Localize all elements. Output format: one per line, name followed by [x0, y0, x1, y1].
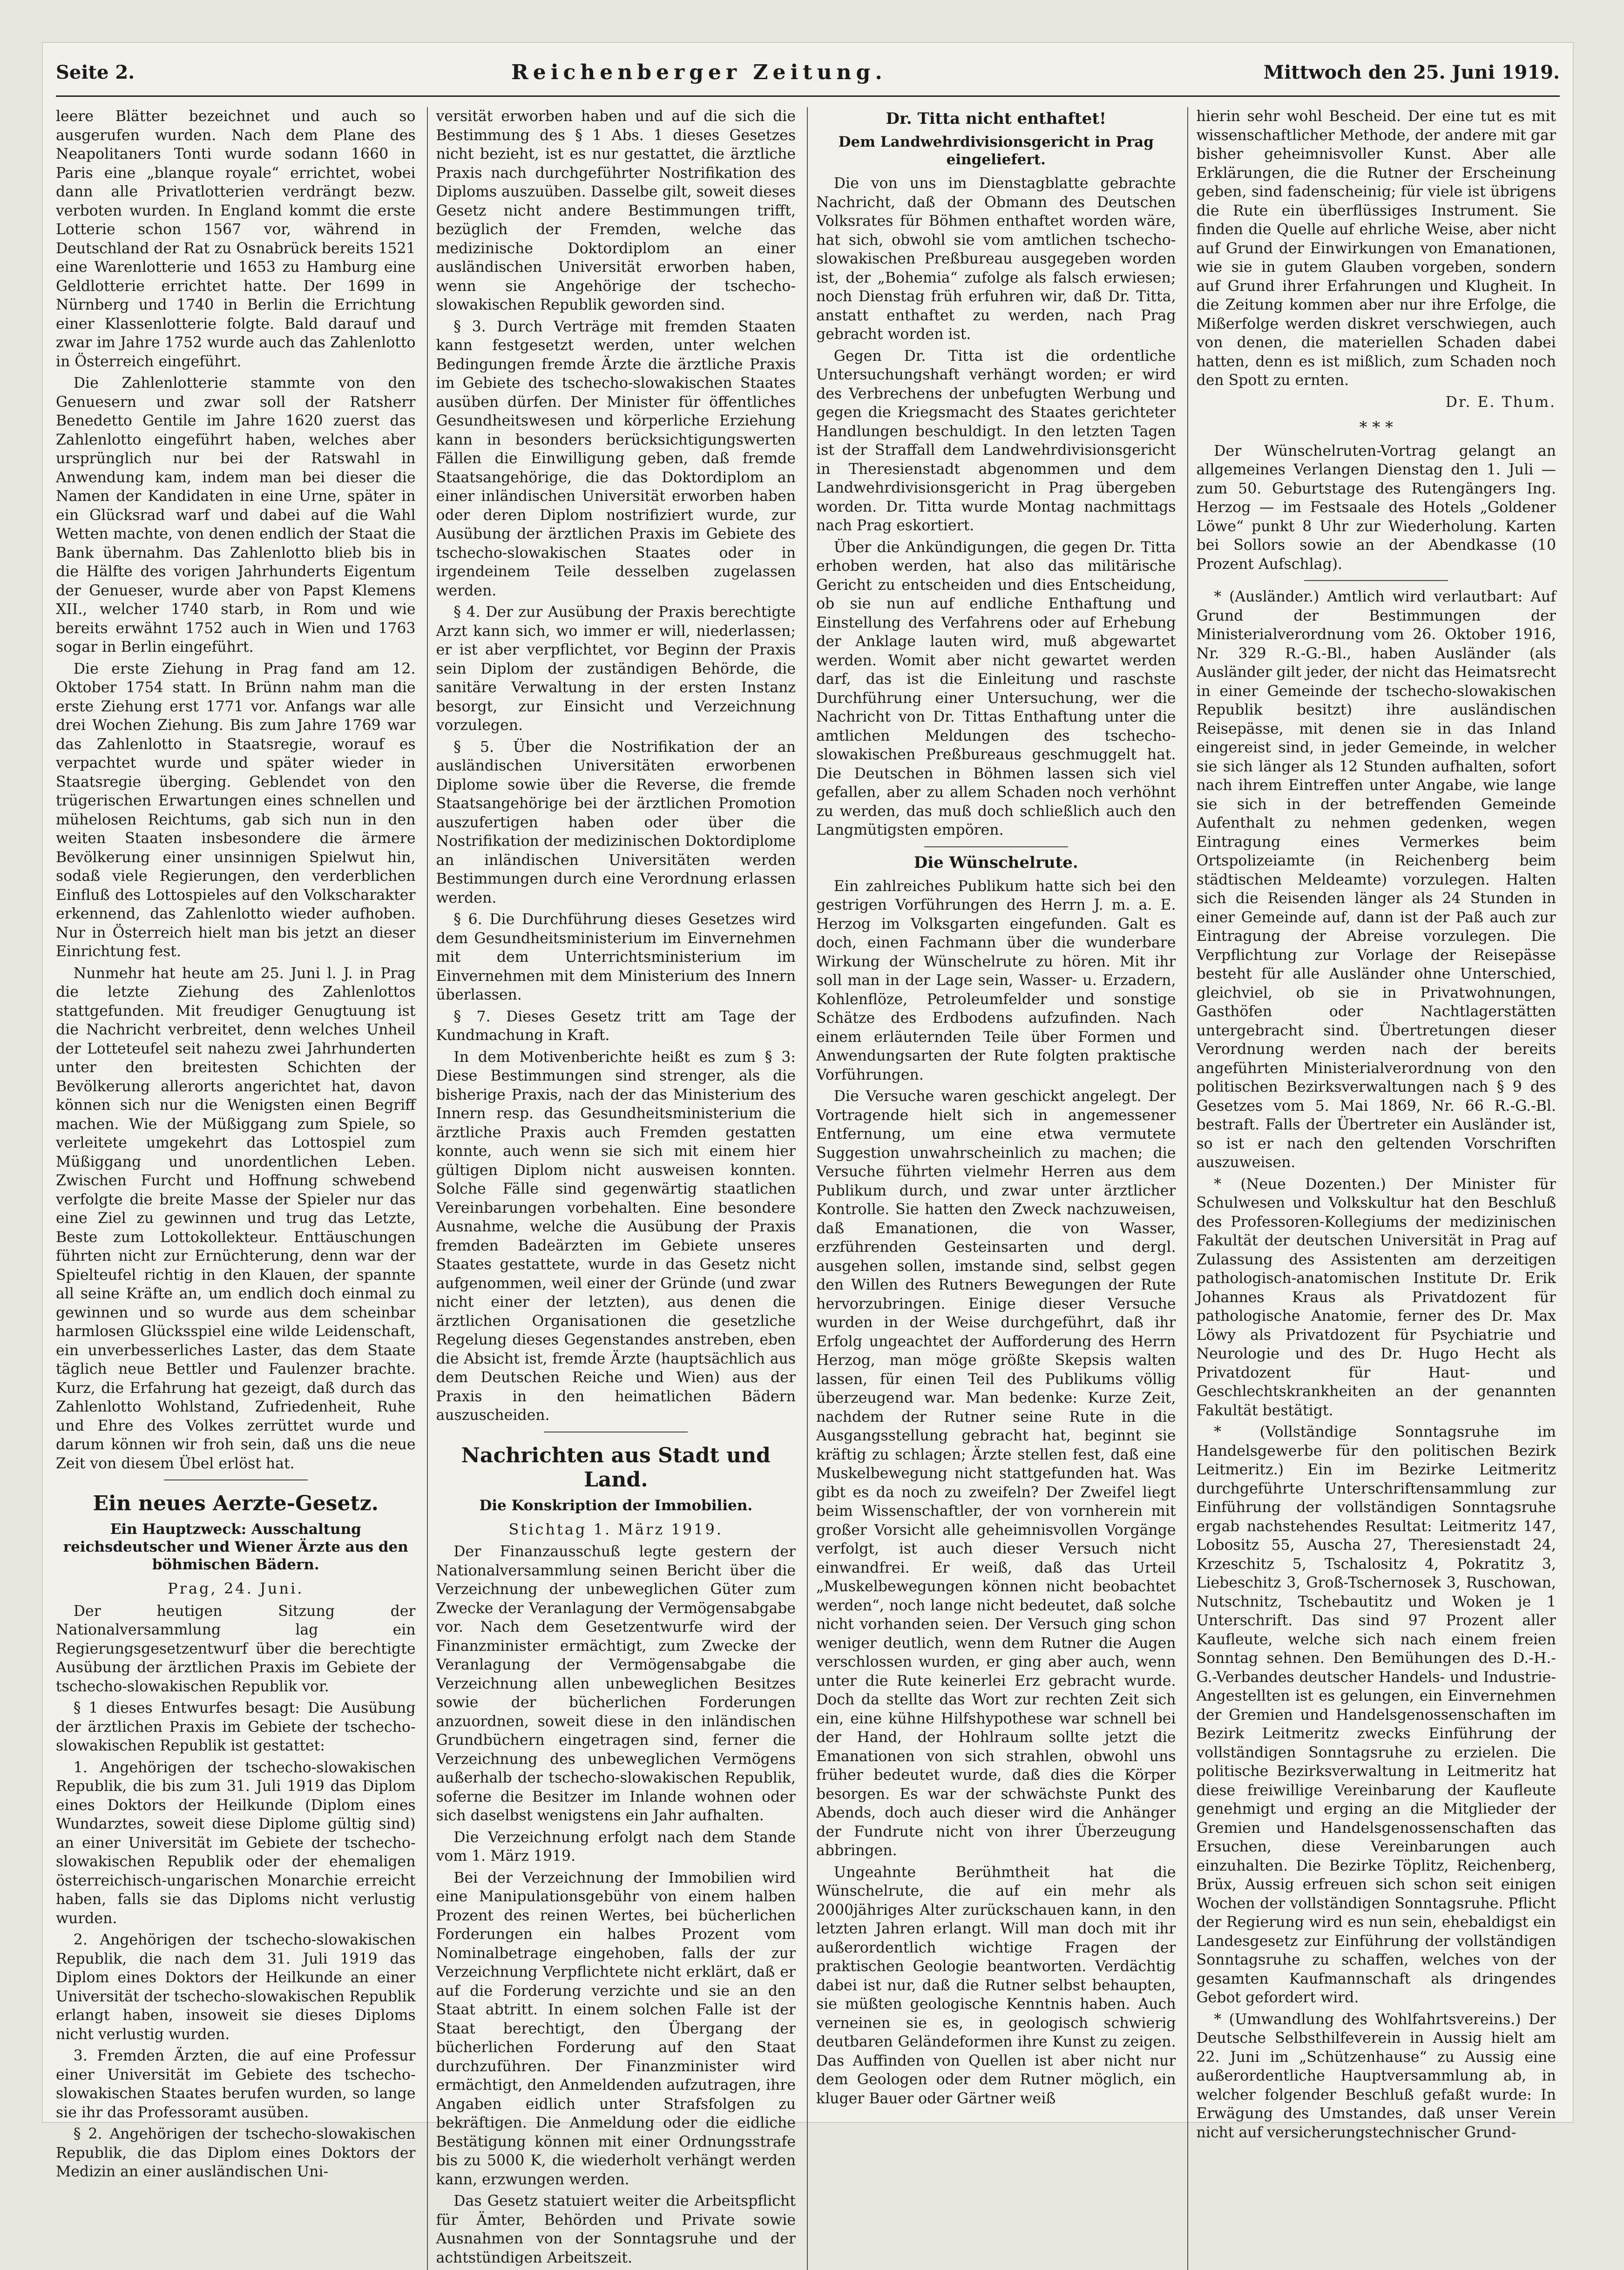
dateline: Stichtag 1. März 1919.	[508, 1520, 724, 1538]
paragraph: 2. Angehörigen der tschecho-slowakischen Republik, die nach dem 31. Juli 1919 das Diplom eines Doktors der Heilkunde an einer Universität der tschecho-slowakischen Republik erlangt haben, insoweit sie dieses Diploms nicht verlustig wurden.	[56, 1932, 416, 2043]
paragraph: § 3. Durch Verträge mit fremden Staaten kann festgesetzt werden, unter welchen Bedingungen fremde Ärzte die ärztliche Praxis im Gebiete des tschecho-slowakischen Staates ausüben dürfen. Der Minister für öffentliches Gesundheitswesen und körperliche Erziehung kann in besonders berücksichtigungswerten Fällen die Einwilligung geben, daß fremde Staatsangehörige, die das Doktordiplom an einer inländischen Universität erworben haben oder deren Diplom nostrifiziert wurde, zur Ausübung der ärztlichen Praxis im Gebiete des tschecho-slowakischen Staates oder in irgendeinem Teile desselben zugelassen werden.	[436, 318, 796, 599]
column-1	[56, 107, 420, 2270]
divider	[924, 846, 1068, 847]
paragraph: In dem Motivenberichte heißt es zum § 3: Diese Bestimmungen sind strenger, als die bisherige Praxis, nach der das Ministerium des Innern resp. das Gesundheitsministerium die ärztliche Praxis auch Fremden gestatten konnte, auch wenn sie sich mit einem hier gültigen Diplom nicht ausweisen konnten. Solche Fälle sind gegenwärtig staatlichen Vereinbarungen vorbehalten. Eine besondere Ausnahme, welche die Ausübung der Praxis fremden Badeärzten im Gebiete unseres Staates gestattete, wurde in das Gesetz nicht aufgenommen, weil einer der Gründe (und zwar nicht einer der letzten), aus denen die ärztlichen Organisationen die gesetzliche Regelung dieses Gegenstandes anstreben, eben die Absicht ist, fremde Ärzte (hauptsächlich aus dem Deutschen Reiche und Wien) aus der Praxis in den heimatlichen Bädern auszuscheiden.	[436, 1048, 796, 1424]
paragraph: § 6. Die Durchführung dieses Gesetzes wird dem Gesundheitsministerium im Einvernehmen mit dem Unterrichtsministerium im Einvernehmen mit dem Ministerium des Innern überlassen.	[436, 911, 796, 1003]
separator-stars: * * *	[1359, 418, 1394, 437]
paragraph: * (Vollständige Sonntagsruhe im Handelsgewerbe für den politischen Bezirk Leitmeritz.) Ein im Bezirke Leitmeritz durchgeführte Unterschriftensammlung zur Einführung der vollständigen Sonntagsruhe ergab nachstehendes Resultat: Leitmeritz 147, Lobositz 55, Auscha 27, Theresienstadt 24, Krzeschitz 5, Tschalositz 4, Pokratitz 3, Liebeschitz 3, Groß-Tschernosek 3, Ruschowan, Nutschnitz, Tschebautitz und Woken je 1 Unterschrift. Das sind 97 Prozent aller Kaufleute, welche sich nach einem freien Sonntag sehnen. Den Bemühungen des D.-H.-G.-Verbandes deutscher Handels- und Industrie-Angestellten ist es gelungen, ein Einvernehmen der Gremien und Handelsgenossenschaften im Bezirk Leitmeritz zwecks Einführung der vollständigen Sonntagsruhe zu erzielen. Die politische Bezirksverwaltung in Leitmeritz hat diese freiwillige Vereinbarung der Kaufleute genehmigt und erging an die Mitglieder der Gremien und Handelsgenossenschaften das Ersuchen, diese Vereinbarungen auch einzuhalten. Die Bezirke Töplitz, Reichenberg, Brüx, Aussig erfreuen sich schon seit einigen Wochen der vollständigen Sonntagsruhe. Pflicht der Regierung wird es nun sein, ehebaldigst ein Landesgesetz zur Einführung der vollständigen Sonntagsruhe zu schaffen, welches von der gesamten Kaufmannschaft als dringendes Gebot gefordert wird.	[1196, 1424, 1556, 2006]
paragraph: § 7. Dieses Gesetz tritt am Tage der Kundmachung in Kraft.	[436, 1008, 796, 1044]
paragraph: Der Finanzausschuß legte gestern der Nationalversammlung seinen Bericht über die Verzeichnung der unbeweglichen Güter zum Zwecke der Veranlagung der Vermögensabgabe vor. Nach dem Gesetzentwurfe wird der Finanzminister ermächtigt, zum Zwecke der Veranlagung der Vermögensabgabe die Verzeichnung allen unbeweglichen Besitzes sowie der bücherlichen Forderungen anzuordnen, soweit diese in den inländischen Grundbüchern eingetragen sind, ferner die Verzeichnung des unbeweglichen Vermögens außerhalb der tschecho-slowakischen Republik, soferne die Besitzer im Inlande wohnen oder sich daselbst wenigstens ein Jahr aufhalten.	[436, 1543, 796, 1824]
paragraph: * (Umwandlung des Wohlfahrtsvereins.) Der Deutsche Selbsthilfeverein in Aussig hielt am 22. Juni im „Schützenhause“ zu Aussig eine außerordentliche Hauptversammlung ab, in welcher folgender Beschluß gefaßt wurde: In Erwägung des Umstandes, daß unser Verein nicht auf versicherungstechnischer Grund-	[1196, 2011, 1556, 2141]
column-3	[816, 107, 1180, 2270]
header-rule	[56, 95, 1560, 97]
column-2	[436, 107, 800, 2270]
paragraph: 1. Angehörigen der tschecho-slowakischen Republik, die bis zum 31. Juli 1919 das Diplom eines Doktors der Heilkunde (Diplom eines Wundarztes, soweit diese Diplome gültig sind) an einer Universität im Gebiete der tschecho-slowakischen Republik oder der ehemaligen österreichisch-ungarischen Monarchie erreicht haben, falls sie das Diploms nicht verlustig wurden.	[56, 1759, 416, 1927]
paragraph: Die Verzeichnung erfolgt nach dem Stande vom 1. März 1919.	[436, 1829, 796, 1865]
paragraph: Nunmehr hat heute am 25. Juni l. J. in Prag die letzte Ziehung des Zahlenlottos stattgefunden. Mit freudiger Genugtuung ist die Nachricht verbreitet, denn welches Unheil der Lotteteufel seit nahezu zwei Jahrhunderten unter den breitesten Schichten der Bevölkerung allerorts angerichtet hat, davon können sich nur die Wenigsten einen Begriff machen. Wie der Müßiggang zum Spiele, so verleitete umgekehrt das Lottospiel zum Müßiggang und unordentlichen Leben. Zwischen Furcht und Hoffnung schwebend verfolgte die breite Masse der Spieler nur das eine Ziel zu gewinnen und trug das Letzte, Beste zum Lottokollekteur. Enttäuschungen führten nicht zur Ernüchterung, denn war der Spielteufel richtig in den Klauen, der spannte all seine Kräfte an, um endlich doch einmal zu gewinnen und so wurde aus dem scheinbar harmlosen Glücksspiel eine wilde Leidenschaft, ein unverbesserliches Laster, das dem Staate täglich neue Bettler und Faulenzer brachte. Kurz, die Erfahrung hat gezeigt, daß durch das Zahlenlotto Wohlstand, Zufriedenheit, Ruhe und Ehre des Volkes zerrüttet wurde und darum können wir froh sein, daß uns die neue Zeit von diesem Übel erlöst hat.	[56, 965, 416, 1472]
paragraph: Bei der Verzeichnung der Immobilien wird eine Manipulationsgebühr von einem halben Prozent des reinen Wertes, bei bücherlichen Forderungen ein halbes Prozent vom Nominalbetrage eingehoben, falls der zur Verzeichnung Verpflichtete nicht erklärt, daß er auf die Forderung verzichte und sie an den Staat abtritt. In einem solchen Falle ist der Staat berechtigt, den Übergang der bücherlichen Forderung auf den Staat durchzuführen. Der Finanzminister wird ermächtigt, den Anmeldenden aufzutragen, ihre Angaben eidlich unter Strafsfolgen zu bekräftigen. Die Anmeldung oder die eidliche Bestätigung können mit einer Ordnungsstrafe bis zu 5000 K, die wiederholt verhängt werden kann, erzwungen werden.	[436, 1869, 796, 2188]
paragraph: § 5. Über die Nostrifikation der an ausländischen Universitäten erworbenen Diplome sowie über die Reverse, die fremde Staatsangehörige bei der ärztlichen Promotion auszufertigen haben oder über die Nostrifikation der medizinischen Doktordiplome an inländischen Universitäten werden Bestimmungen durch eine Verordnung erlassen werden.	[436, 738, 796, 906]
paragraph: Der Wünschelruten-Vortrag gelangt an allgemeines Verlangen Dienstag den 1. Juli — zum 50. Geburtstage des Rutengängers Ing. Herzog — im Festsaale des Hotels „Goldener Löwe“ punkt 8 Uhr zur Wiederholung. Karten bei Sollors sowie an der Abendkasse (10 Prozent Aufschlag).	[1196, 442, 1556, 573]
paragraph: § 4. Der zur Ausübung der Praxis berechtigte Arzt kann sich, wo immer er will, niederlassen; er ist aber verpflichtet, vor Beginn der Praxis sein Diplom der zuständigen Behörde, die sanitäre Verwaltung in der ersten Instanz besorgt, zur Einsicht und Verzeichnung vorzulegen.	[436, 604, 796, 734]
paragraph: Über die Ankündigungen, die gegen Dr. Titta erhoben werden, hat also das militärische Gericht zu entscheiden und dies Entscheidung, ob sie nun auf endliche Enthaftung und Einstellung des Verfahrens oder auf Erhebung der Anklage lauten wird, muß abgewartet werden. Womit aber nicht gewartet werden darf, das ist die Einleitung und raschste Durchführung einer Untersuchung, wer die Nachricht von Dr. Tittas Enthaftung unter die amtlichen Meldungen des tschecho-slowakischen Preßbureaus geschmuggelt hat. Die Deutschen in Böhmen lassen sich viel gefallen, aber zu allem Schaden noch verhöhnt zu werden, das muß doch schließlich auch den Langmütigsten empören.	[816, 539, 1176, 838]
page-header	[56, 51, 1560, 93]
paragraph: * (Neue Dozenten.) Der Minister für Schulwesen und Volkskultur hat den Beschluß des Professoren-Kollegiums der medizinischen Fakultät der deutschen Universität in Prag auf Zulassung des Assistenten am derzeitigen pathologisch-anatomischen Institute Dr. Erik Johannes Kraus als Privatdozent für pathologische Anatomie, ferner des Dr. Max Löwy als Privatdozent für Psychiatrie und Neurologie und des Dr. Hugo Hecht als Privatdozent für Haut- und Geschlechtskrankheiten an der genannten Fakultät bestätigt.	[1196, 1176, 1556, 1419]
paragraph: Die Zahlenlotterie stammte von den Genuesern und zwar soll der Ratsherr Benedetto Gentile im Jahre 1620 zuerst das Zahlenlotto eingeführt haben, welches aber ursprünglich nur bei der Ratswahl in Anwendung kam, indem man bei dieser die Namen der Kandidaten in eine Urne, später in ein Glücksrad warf und dabei auf die Wahl Wetten machte, von denen endlich der Staat die Bank übernahm. Das Zahlenlotto blieb bis in die Hälfte des vorigen Jahrhunderts Eigentum der Genueser, wurde aber von Papst Klemens XII., welcher 1740 starb, in Rom und wie bereits erwähnt 1752 auch in Wien und 1763 sogar in Berlin eingeführt.	[56, 375, 416, 655]
article-title: Die Wünschelrute.	[914, 853, 1078, 872]
paragraph: Der heutigen Sitzung der Nationalversammlung lag ein Regierungsgesetzentwurf über die berechtigte Ausübung der ärztlichen Praxis im Gebiete der tschecho-slowakischen Republik vor.	[56, 1602, 416, 1695]
dateline: Prag, 24. Juni.	[168, 1580, 304, 1597]
column-4	[1197, 107, 1560, 2270]
paragraph: Ein zahlreiches Publikum hatte sich bei den gestrigen Vorführungen des Herrn J. m. a. E. Herzog im Volksgarten eingefunden. Galt es doch, einen Fachmann über die wunderbare Wirkung der Wünschelrute zu hören. Mit ihr soll man in der Lage sein, Wasser- u. Erzadern, Kohlenflöze, Petroleumfelder und sonstige Schätze des Erdbodens aufzufinden. Nach einem erläuternden Teile über Formen und Anwendungsarten der Rute folgten praktische Vorführungen.	[816, 878, 1176, 1083]
article-subtitle: Die Konskription der Immobilien.	[479, 1497, 753, 1514]
author-signature: Dr. E. Thum.	[1445, 393, 1556, 411]
paragraph: * (Ausländer.) Amtlich wird verlautbart: Auf Grund der Bestimmungen der Ministerialverordnung vom 26. Oktober 1916, Nr. 329 R.-G.-Bl., haben Ausländer (als Ausländer gilt jeder, der nicht das Heimatsrecht in einer Gemeinde der tschecho-slowakischen Republik besitzt) ihre ausländischen Reisepässe, mit denen sie in das Inland eingereist sind, in jeder Gemeinde, in welcher sie sich länger als 12 Stunden aufhalten, sofort nach ihrem Eintreffen unter Angabe, wie lange sie sich in der betreffenden Gemeinde Aufenthalt zu nehmen gedenken, wegen Eintragung eines Vermerkes beim Ortspolizeiamte (in Reichenberg beim städtischen Meldeamte) vorzulegen. Halten sich die Reisenden länger als 24 Stunden in einer Gemeinde auf, dann ist der Paß auch zur Eintragung der Abreise vorzulegen. Die Verpflichtung zur Vorlage der Reisepässe besteht für alle Ausländer ohne Unterschied, gleichviel, ob sie in Privatwohnungen, Gasthöfen oder Nachtlagerstätten untergebracht sind. Übertretungen dieser Verordnung werden nach der bereits angeführten Ministerialverordnung von den politischen Bezirksverwaltungen nach § 9 des Gesetzes vom 5. Mai 1869, Nr. 66 R.-G.-Bl. bestraft. Falls der Übertreter ein Ausländer ist, so ist er nach den geltenden Vorschriften auszuweisen.	[1196, 588, 1556, 1171]
divider	[1304, 580, 1448, 581]
article-subtitle: Dem Landwehrdivisionsgericht in Prag eingeliefert.	[838, 134, 1154, 168]
paragraph: Die erste Ziehung in Prag fand am 12. Oktober 1754 statt. In Brünn nahm man die erste Ziehung erst 1771 vor. Anfangs war alle drei Wochen Ziehung. Bis zum Jahre 1769 war das Zahlenlotto in Staatsregie, worauf es verpachtet wurde und später wieder in Staatsregie überging. Geblendet von den trügerischen Erwartungen eines schnellen und mühelosen Reichtums, gab sich nun in den weiten Staaten insbesondere die ärmere Bevölkerung einer unsinnigen Spielwut hin, sodaß viele Regierungen, den verderblichen Einfluß des Lottospieles auf den Volkscharakter erkennend, das Zahlenlotto wieder aufhoben. Nur in Österreich hielt man bis jetzt an dieser Einrichtung fest.	[56, 660, 416, 960]
page-number: Seite 2.	[56, 61, 135, 83]
masthead: Reichenberger Zeitung.	[511, 60, 887, 84]
article-subtitle: Ein Hauptzweck: Ausschaltung reichsdeutscher und Wiener Ärzte aus den böhmischen Bädern.	[63, 1521, 408, 1573]
paragraph: hierin sehr wohl Bescheid. Der eine tut es mit wissenschaftlicher Methode, der andere mit gar bisher geheimnisvoller Kunst. Aber alle Erklärungen, die die Rutner der Erscheinung geben, sind fadenscheinig; für viele ist übrigens die Rute ein überflüssiges Instrument. Sie finden die Quelle auf ehrliche Weise, aber nicht auf Grund der Einwirkungen von Emanationen, wie sie in gutem Glauben vorgeben, sondern auf Grund ihrer Erfahrungen und Klugheit. In die Zeitung kommen aber nur ihre Erfolge, die Mißerfolge werden diskret verschwiegen, auch von denen, die materiellen Schaden dabei hatten, denn es ist mißlich, zum Schaden noch den Spott zu ernten.	[1196, 108, 1556, 389]
paragraph: leere Blätter bezeichnet und auch so ausgerufen wurden. Nach dem Plane des Neapolitaners Tonti wurde sodann 1660 in Paris eine „blanque royale“ errichtet, wobei dann alle Privatlotterien verdrängt bezw. verboten wurden. In England kommt die erste Lotterie schon 1567 vor, während in Deutschland der Rat zu Osnabrück bereits 1521 eine Warenlotterie und 1653 zu Hamburg eine Geldlotterie errichtet hatte. Der 1699 in Nürnberg und 1740 in Berlin die Errichtung einer Klassenlotterie folgte. Bald darauf und zwar im Jahre 1752 wurde auch das Zahlenlotto in Österreich eingeführt.	[56, 108, 416, 370]
issue-date: Mittwoch den 25. Juni 1919.	[1263, 61, 1560, 83]
paragraph: Das Gesetz statuiert weiter die Arbeitspflicht für Ämter, Behörden und Private sowie Ausnahmen von der Sonntagsruhe und der achtstündigen Arbeitszeit.	[436, 2193, 796, 2266]
paragraph: § 1 dieses Entwurfes besagt: Die Ausübung der ärztlichen Praxis im Gebiete der tschecho-slowakischen Republik ist gestattet:	[56, 1700, 416, 1754]
columns	[56, 107, 1560, 2266]
paragraph: § 2. Angehörigen der tschecho-slowakischen Republik, die das Diplom eines Doktors der Medizin an einer ausländischen Uni-	[56, 2126, 416, 2180]
article-title: Ein neues Aerzte-Gesetz.	[93, 1492, 379, 1515]
paragraph: Die von uns im Dienstagblatte gebrachte Nachricht, daß der Obmann des Deutschen Volksrates für Böhmen enthaftet worden wäre, hat sich, obwohl sie vom amtlichen tschecho-slowakischen Preßbureau ausgegeben worden ist, der „Bohemia“ zufolge als falsch erwiesen; noch Dienstag früh erfuhren wir, daß Dr. Titta, anstatt enthaftet zu werden, nach Prag gebracht worden ist.	[816, 175, 1176, 343]
article-title: Dr. Titta nicht enthaftet!	[886, 109, 1106, 128]
newspaper-page	[42, 42, 1574, 2266]
paragraph: Die Versuche waren geschickt angelegt. Der Vortragende hielt sich in angemessener Entfernung, um eine etwa vermutete Suggestion unwahrscheinlich zu machen; die Versuche führten vielmehr Herren aus dem Publikum durch, und zwar unter ärztlicher Kontrolle. Sie hatten den Zweck nachzuweisen, daß Emanationen, die von Wasser, erzführenden Gesteinsarten und dergl. ausgehen sollen, imstande sind, selbst gegen den Willen des Rutners Bewegungen der Rute hervorzubringen. Einige dieser Versuche wurden in der Weise durchgeführt, daß ihr Erfolg ungeachtet der Aufforderung des Herrn Herzog, man möge größte Skepsis walten lassen, für einen Teil des Publikums völlig überzeugend war. Man bedenke: Kurze Zeit, nachdem der Rutner seine Rute in die Ausgangsstellung gebracht hat, beginnt sie kräftig zu schlagen; Ärzte stellen fest, daß eine Muskelbewegung nicht stattgefunden hat. Was gibt es da noch zu zweifeln? Der Zweifel liegt beim Wissenschaftler, der von vornherein mit großer Vorsicht alle geheimnisvollen Vorgänge verfolgt, ist auch dieser Versuch nicht einwandfrei. Er weiß, daß das Urteil „Muskelbewegungen können nicht beobachtet werden“, noch lange nicht bedeutet, daß solche nicht vorhanden seien. Der Versuch ging schon weniger deutlich, wenn dem Rutner die Augen verschlossen wurden, er ging aber auch, wenn unter die Rute keinerlei Erz gebracht wurde. Doch da stellte das Wort zur rechten Zeit sich ein, eine kühne Hilfshypothese war schnell bei der Hand, der Hohlraum sollte jetzt die Emanationen von sich strahlen, obwohl uns früher bedeutet wurde, daß dies die Körper besorgen. Es war der schwächste Punkt des Abends, doch auch dieser wird die Anhänger der Fundrute nicht von ihrer Überzeugung abbringen.	[816, 1088, 1176, 1859]
section-title: Nachrichten aus Stadt und Land.	[461, 1443, 771, 1492]
paragraph: Ungeahnte Berühmtheit hat die Wünschelrute, die auf ein mehr als 2000jähriges Alter zurückschauen kann, in den letzten Jahren erlangt. Will man doch mit ihr außerordentlich wichtige Fragen der praktischen Geologie beantworten. Verdächtig dabei ist nur, daß die Rutner selbst behaupten, sie müßten geologische Kenntnis haben. Auch verneinen sie es, in geologisch schwierig deutbaren Geländeformen ihre Kunst zu zeigen. Das Auffinden von Quellen ist aber nicht nur dem Geologen oder dem Rutner möglich, ein kluger Bauer oder Gärtner weiß	[816, 1864, 1176, 2107]
paragraph: 3. Fremden Ärzten, die auf eine Professur einer Universität im Gebiete des tschecho-slowakischen Staates berufen wurden, so lange sie ihr das Professoramt ausüben.	[56, 2047, 416, 2121]
paragraph: versität erworben haben und auf die sich die Bestimmung des § 1 Abs. 1 dieses Gesetzes nicht bezieht, ist es nur gestattet, die ärztliche Praxis nach durchgeführter Nostrifikation des Diploms auszuüben. Dasselbe gilt, soweit dieses Gesetz nicht andere Bestimmungen trifft, bezüglich der Fremden, welche das medizinische Doktordiplom an einer ausländischen Universität erworben haben, wenn sie Angehörige der tschecho-slowakischen Republik geworden sind.	[436, 108, 796, 313]
paragraph: Gegen Dr. Titta ist die ordentliche Untersuchungshaft verhängt worden; er wird des Verbrechens der unbefugten Werbung und gegen die Kriegsmacht des Staates gerichteter Handlungen beschuldigt. In den letzten Tagen ist der Straffall dem Landwehrdivisionsgericht in Theresienstadt abgenommen und dem Landwehrdivisionsgericht in Prag übergeben worden. Dr. Titta wurde Montag nachmittags nach Prag eskortiert.	[816, 347, 1176, 534]
